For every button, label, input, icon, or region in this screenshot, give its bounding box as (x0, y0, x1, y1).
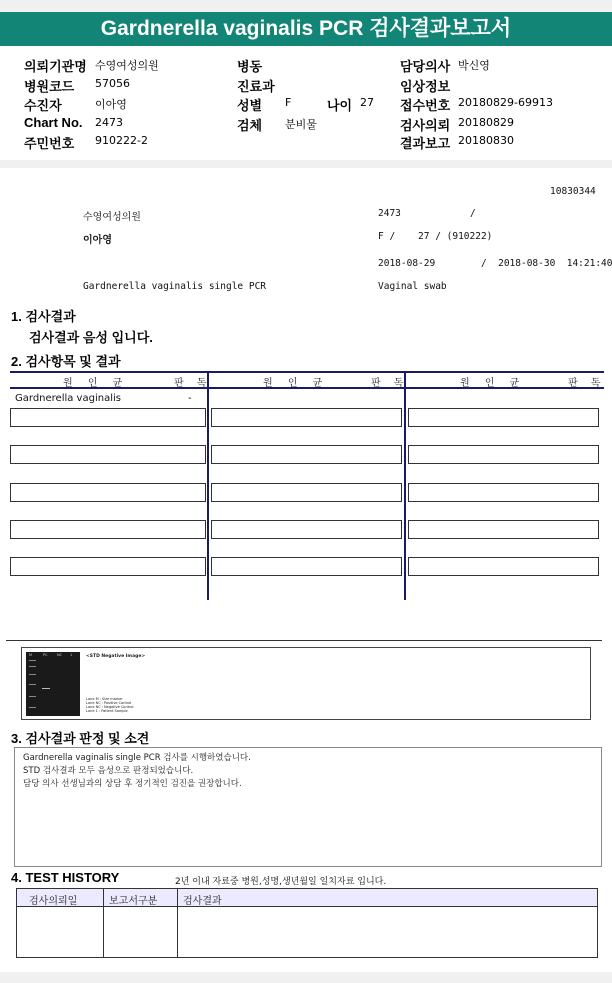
report-patient: 이아영 (83, 235, 112, 246)
section1-result: 검사결과 음성 입니다. (29, 330, 153, 345)
gel-band (29, 696, 36, 697)
history-col-type: 보고서구분 (109, 896, 158, 907)
header-label: 결과보고 (400, 136, 451, 151)
header-label: Chart No. (24, 115, 83, 130)
result-cell (211, 445, 402, 464)
header-label: 병동 (237, 59, 263, 74)
section1-title: 1. 검사결과 (11, 309, 76, 324)
header-label: 접수번호 (400, 98, 451, 113)
header-value: 910222-2 (95, 134, 148, 147)
header-label: 검체 (237, 118, 263, 133)
gel-legend-item: Lane 1 : Patient Sample (86, 709, 128, 713)
history-header (17, 889, 597, 907)
header-label: 주민번호 (24, 136, 75, 151)
header-label: 진료과 (237, 79, 275, 94)
gel-legend-item: Lane NC : Positive Control (86, 701, 132, 705)
header-value: F (285, 96, 292, 109)
history-table (16, 888, 598, 958)
gel-image-box (21, 647, 591, 720)
result-cell (211, 557, 402, 576)
header-value: 2473 (95, 116, 123, 129)
header-value: 20180830 (458, 134, 514, 147)
gel-lane-label: NC (57, 653, 63, 657)
findings-line: STD 검사결과 모두 음성으로 판정되었습니다. (23, 766, 194, 776)
result-cell (211, 520, 402, 539)
result-cell (10, 408, 206, 427)
result-cell (408, 408, 599, 427)
result-cell (408, 520, 599, 539)
report-body (0, 168, 612, 972)
report-sex-age: F / 27 / (910222) (378, 231, 493, 242)
header-value: 수영여성의원 (95, 59, 159, 72)
patient-header (0, 46, 612, 160)
section3-title: 3. 검사결과 판정 및 소견 (11, 731, 150, 746)
result-cell (211, 483, 402, 502)
report-clinic: 수영여성의원 (83, 212, 141, 223)
report-dates: 2018-08-29 / 2018-08-30 14:21:40 (378, 258, 612, 269)
result-cell (211, 408, 402, 427)
gel-band (42, 688, 50, 689)
history-col-date: 검사의뢰일 (29, 896, 78, 907)
header-label: 병원코드 (24, 79, 75, 94)
report-test-name: Gardnerella vaginalis single PCR (83, 281, 267, 292)
findings-line: 담당 의사 선생님과의 상담 후 정기적인 검진을 권장합니다. (23, 779, 242, 789)
header-value: 57056 (95, 77, 130, 90)
gel-band (29, 707, 36, 708)
gel-image (26, 652, 80, 716)
report-title: Gardnerella vaginalis PCR 검사결과보고서 (0, 12, 612, 46)
section4-note: 2년 이내 자료중 병원,성명,생년월일 일치자료 입니다. (175, 877, 387, 887)
gel-legend (86, 697, 134, 713)
report-specimen: Vaginal swab (378, 281, 447, 292)
header-label: 성별 (237, 98, 263, 113)
gel-image-title: <STD Negative Image> (86, 654, 146, 659)
gel-lane-label: 1 (70, 653, 73, 657)
table-top-rule (10, 371, 604, 373)
header-value: 이아영 (95, 98, 127, 111)
col-header-organism: 원 인 균 (263, 378, 329, 389)
organism-result: - (188, 393, 192, 404)
gel-lane-label: PC (43, 653, 48, 657)
table-col-divider (207, 371, 209, 600)
findings-text (23, 752, 251, 791)
header-label: 의뢰기관명 (24, 59, 87, 74)
header-value: 27 (360, 96, 374, 109)
history-col-divider (103, 889, 104, 957)
header-label: 담당의사 (400, 59, 451, 74)
section4-title: 4. TEST HISTORY (11, 870, 120, 885)
result-cell (408, 557, 599, 576)
header-label: 임상정보 (400, 79, 451, 94)
result-cell (10, 520, 206, 539)
history-col-result: 검사결과 (183, 896, 222, 907)
header-label: 나이 (327, 98, 353, 113)
col-header-judge: 판 독 (371, 378, 409, 389)
table-col-divider (404, 371, 406, 600)
header-value: 박신영 (458, 59, 490, 72)
organism-name: Gardnerella vaginalis (15, 393, 121, 404)
col-header-judge: 판 독 (568, 378, 606, 389)
gel-band (29, 666, 36, 667)
findings-box (14, 747, 602, 867)
header-label: 수진자 (24, 98, 62, 113)
result-cell (10, 557, 206, 576)
gel-lane-label: M (29, 653, 33, 657)
gel-legend-item: Lane M : Size marker (86, 697, 123, 701)
result-cell (408, 445, 599, 464)
report-chart: 2473 (378, 208, 401, 219)
header-value: 분비물 (285, 118, 317, 131)
gel-band (29, 674, 36, 675)
result-cell (10, 445, 206, 464)
result-cell (408, 483, 599, 502)
result-cell (10, 483, 206, 502)
col-header-organism: 원 인 균 (460, 378, 526, 389)
gel-band (29, 684, 36, 685)
report-id: 10830344 (550, 186, 596, 197)
section-divider (6, 640, 602, 641)
header-value: 20180829-69913 (458, 96, 553, 109)
col-header-judge: 판 독 (174, 378, 212, 389)
section2-title: 2. 검사항목 및 결과 (11, 354, 121, 369)
header-value: 20180829 (458, 116, 514, 129)
findings-line: Gardnerella vaginalis single PCR 검사를 시행하였습니다. (23, 753, 251, 763)
history-col-divider (177, 889, 178, 957)
gel-legend-item: Lane NC : Negative Control (86, 705, 134, 709)
col-header-organism: 원 인 균 (63, 378, 129, 389)
header-label: 검사의뢰 (400, 118, 451, 133)
gel-band (29, 660, 36, 661)
report-slash: / (470, 208, 476, 219)
